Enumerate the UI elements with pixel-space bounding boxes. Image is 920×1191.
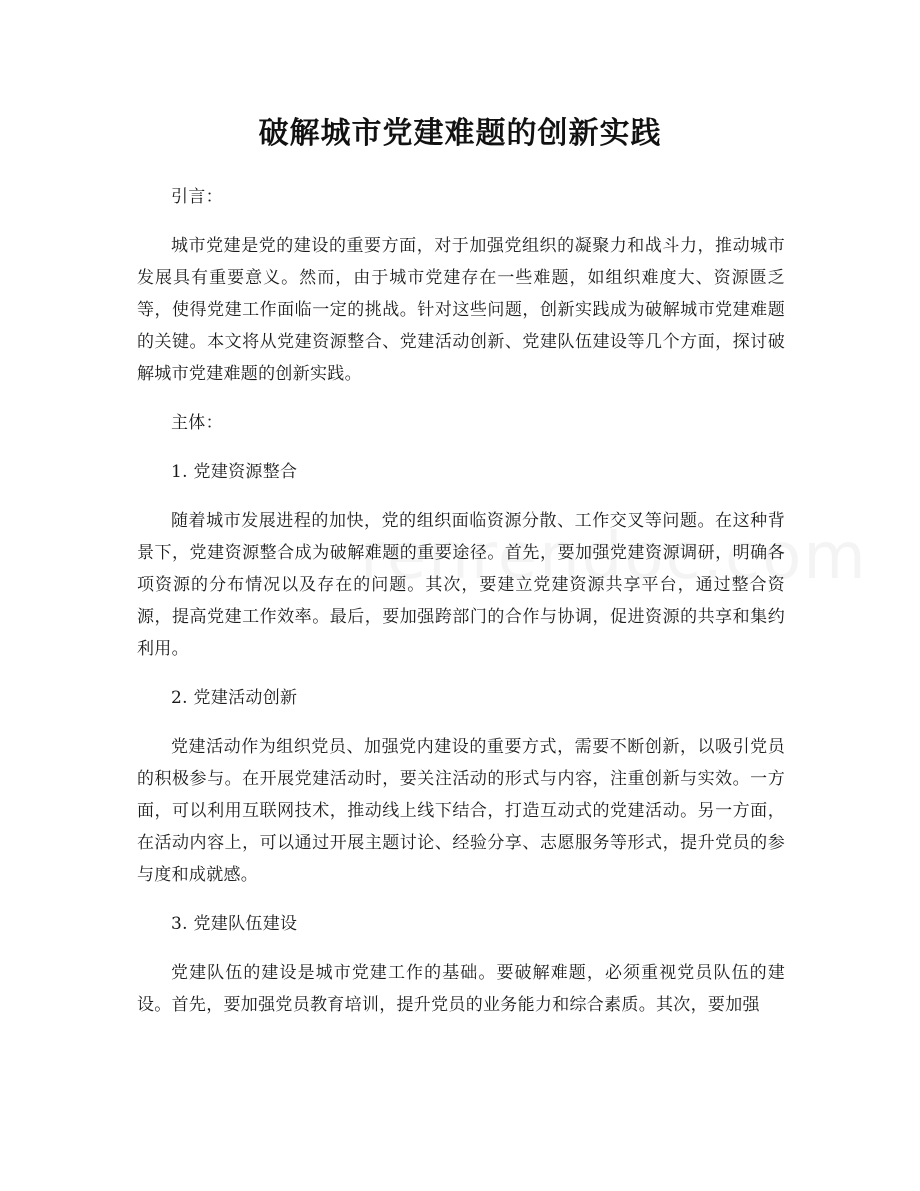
section-paragraph-1: 随着城市发展进程的加快，党的组织面临资源分散、工作交叉等问题。在这种背景下，党建资源整合成为破解难题的重要途径。首先，要加强党建资源调研，明确各项资源的分布情况以及存在的问题。其次，要建立党建资源共享平台，通过整合资源，提高党建工作效率。最后，要加强跨部门的合作与协调，促进资源的共享和集约利用。	[137, 511, 785, 659]
section-heading-1: 1. 党建资源整合	[171, 462, 298, 482]
section-heading-3: 3. 党建队伍建设	[171, 914, 298, 934]
intro-paragraph: 城市党建是党的建设的重要方面，对于加强党组织的凝聚力和战斗力，推动城市发展具有重要意义。然而，由于城市党建存在一些难题，如组织难度大、资源匮乏等，使得党建工作面临一定的挑战。针对这些问题，创新实践成为破解城市党建难题的关键。本文将从党建资源整合、党建活动创新、党建队伍建设等几个方面，探讨破解城市党建难题的创新实践。	[137, 236, 785, 384]
section-paragraph-2: 党建活动作为组织党员、加强党内建设的重要方式，需要不断创新，以吸引党员的积极参与。在开展党建活动时，要关注活动的形式与内容，注重创新与实效。一方面，可以利用互联网技术，推动线上线下结合，打造互动式的党建活动。另一方面，在活动内容上，可以通过开展主题讨论、经验分享、志愿服务等形式，提升党员的参与度和成就感。	[137, 737, 785, 885]
page-title: 破解城市党建难题的创新实践	[258, 116, 662, 151]
section-heading-2: 2. 党建活动创新	[171, 688, 298, 708]
body-heading: 主体：	[171, 413, 223, 433]
section-paragraph-3: 党建队伍的建设是城市党建工作的基础。要破解难题，必须重视党员队伍的建设。首先，要加强党员教育培训，提升党员的业务能力和综合素质。其次，要加强	[137, 963, 785, 1015]
document-body	[137, 181, 785, 1021]
intro-heading: 引言：	[171, 187, 223, 207]
